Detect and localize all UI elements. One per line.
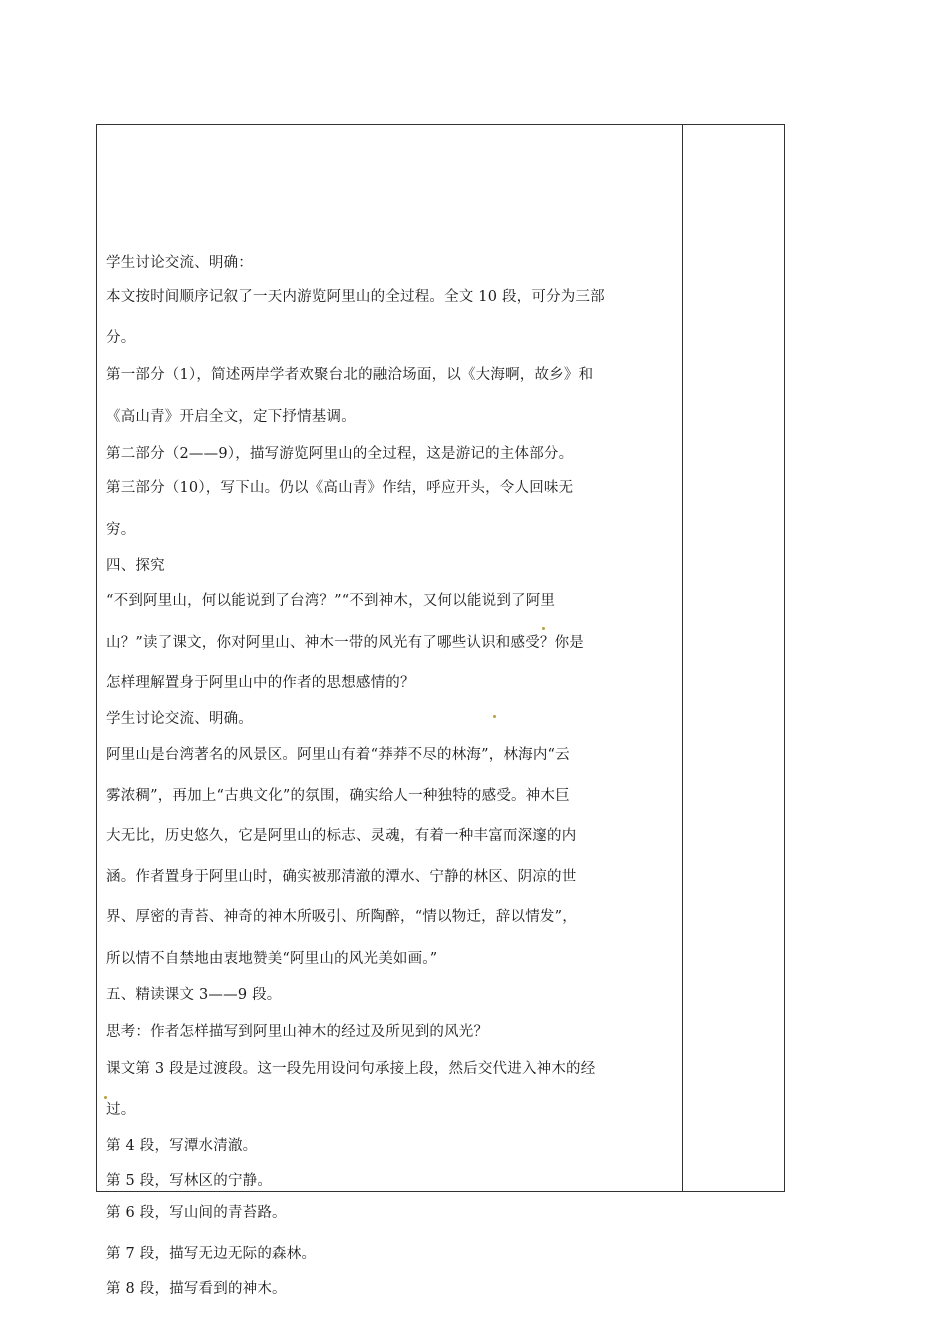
text-line: 课文第 3 段是过渡段。这一段先用设问句承接上段，然后交代进入神木的经 — [106, 1061, 596, 1077]
text-line: 第 6 段，写山间的青苔路。 — [106, 1205, 287, 1221]
text-line: 雾浓稠”，再加上“古典文化”的氛围，确实给人一种独特的感受。神木巨 — [106, 788, 570, 804]
text-line: 阿里山是台湾著名的风景区。阿里山有着“莽莽不尽的林海”，林海内“云 — [106, 747, 570, 763]
text-line: 第二部分（2——9），描写游览阿里山的全过程，这是游记的主体部分。 — [106, 446, 574, 462]
text-line: 本文按时间顺序记叙了一天内游览阿里山的全过程。全文 10 段，可分为三部 — [106, 289, 605, 305]
content-cell — [97, 125, 683, 1297]
scan-mark — [542, 627, 545, 630]
text-line: 学生讨论交流、明确。 — [106, 711, 253, 727]
text-line: 怎样理解置身于阿里山中的作者的思想感情的？ — [106, 675, 415, 691]
notes-cell — [683, 125, 784, 1191]
text-line: 界、厚密的青苔、神奇的神木所吸引、所陶醉，“情以物迁，辞以情发”， — [106, 909, 577, 925]
text-line: 第 8 段，描写看到的神木。 — [106, 1281, 287, 1297]
text-line: 第三部分（10），写下山。仍以《高山青》作结，呼应开头，令人回味无 — [106, 480, 574, 496]
text-line: 所以情不自禁地由衷地赞美“阿里山的风光美如画。” — [106, 951, 438, 967]
text-line: 《高山青》开启全文，定下抒情基调。 — [106, 409, 356, 425]
text-line: 涵。作者置身于阿里山时，确实被那清澈的潭水、宁静的林区、阴凉的世 — [106, 869, 577, 885]
text-line: 大无比，历史悠久，它是阿里山的标志、灵魂，有着一种丰富而深邃的内 — [106, 828, 577, 844]
section-heading: 五、精读课文 3——9 段。 — [106, 987, 282, 1003]
text-line: 学生讨论交流、明确： — [106, 255, 253, 271]
text-line: 过。 — [106, 1102, 136, 1118]
text-line: 思考：作者怎样描写到阿里山神木的经过及所见到的风光？ — [106, 1024, 489, 1040]
text-line: 山？”读了课文，你对阿里山、神木一带的风光有了哪些认识和感受？你是 — [106, 635, 585, 651]
text-line: 穷。 — [106, 522, 136, 538]
text-line: 第 7 段，描写无边无际的森林。 — [106, 1246, 317, 1262]
text-line: 分。 — [106, 330, 136, 346]
lesson-table — [96, 124, 785, 1297]
section-heading: 四、探究 — [106, 558, 165, 574]
text-line: 第一部分（1），简述两岸学者欢聚台北的融洽场面，以《大海啊，故乡》和 — [106, 367, 594, 383]
text-line: “不到阿里山，何以能说到了台湾？”“不到神木，又何以能说到了阿里 — [106, 593, 556, 609]
text-line: 第 5 段，写林区的宁静。 — [106, 1173, 273, 1189]
scan-mark — [104, 1096, 107, 1099]
scan-mark — [493, 715, 496, 718]
text-line: 第 4 段，写潭水清澈。 — [106, 1138, 258, 1154]
